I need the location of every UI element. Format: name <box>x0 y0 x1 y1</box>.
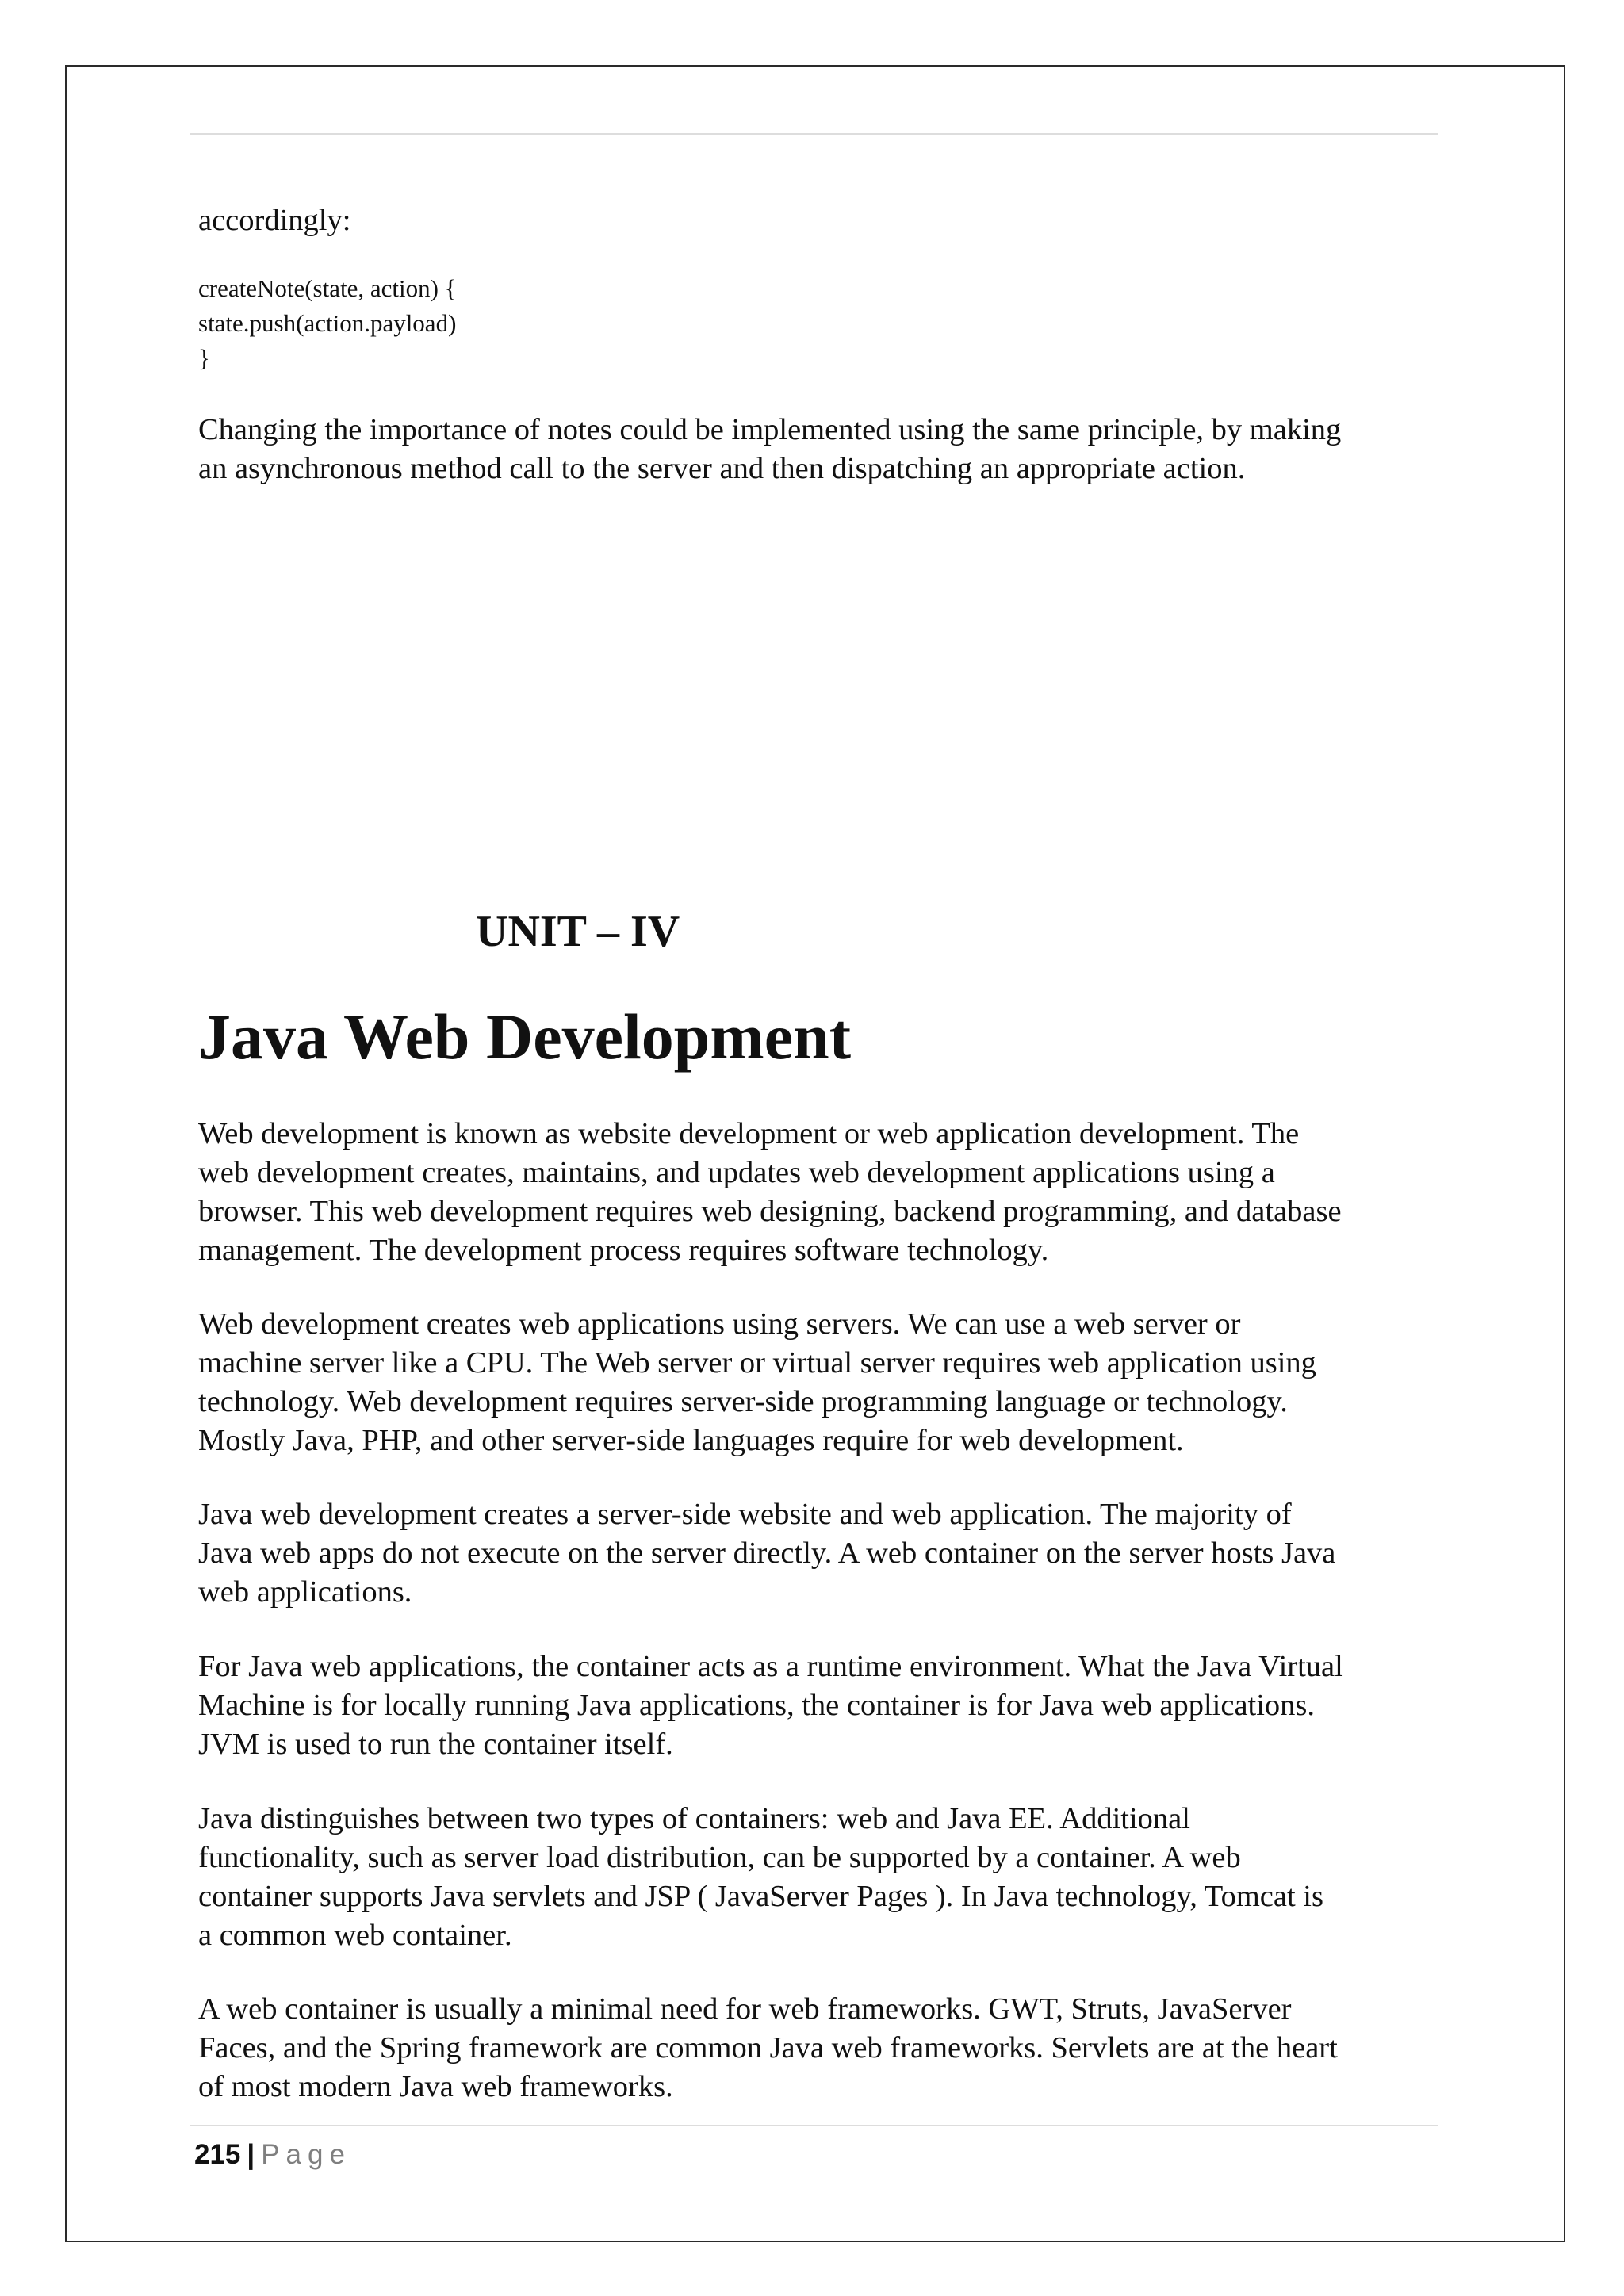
paragraph-servers: Web development creates web applications using servers. We can use a web server or machine server like a CPU. The Web server or virtual server requires web application using technology. Web development requires server-side programming language or technology. Mostly Java, PHP, and other server-side languages require for web development. <box>198 1307 1316 1457</box>
paragraph-java-web: Java web development creates a server-side website and web application. The majority of Java web apps do not execute on the server directly. A web container on the server hosts Java web applications. <box>198 1498 1336 1609</box>
footer-separator: | <box>247 2139 255 2170</box>
code-snippet: createNote(state, action) { state.push(action.payload) } <box>198 274 457 372</box>
page-number: 215 <box>194 2139 241 2170</box>
intro-line: accordingly: <box>198 204 351 237</box>
header-rule <box>190 133 1438 135</box>
paragraph-importance: Changing the importance of notes could be implemented using the same principle, by making an asynchronous method call to the server and then dispatching an appropriate action. <box>198 413 1342 485</box>
paragraph-frameworks: A web container is usually a minimal need for web frameworks. GWT, Struts, JavaServer Faces, and the Spring framework are common Java web frameworks. Servlets are at the heart of most modern Java web frameworks. <box>198 1992 1338 2103</box>
page-title: Java Web Development <box>198 1001 852 1073</box>
footer-rule <box>190 2125 1438 2126</box>
page-label: Page <box>261 2139 351 2170</box>
paragraph-containers: Java distinguishes between two types of containers: web and Java EE. Additional functionality, such as server load distribution, can be supported by a container. A web container supports Java servlets and JSP ( JavaServer Pages ). In Java technology, Tomcat is a common web container. <box>198 1802 1323 1952</box>
page-footer <box>194 2137 351 2172</box>
unit-title: UNIT – IV <box>476 907 680 956</box>
paragraph-runtime: For Java web applications, the container acts as a runtime environment. What the Java Virtual Machine is for locally running Java applications, the container is for Java web applications. JVM is used to run the container itself. <box>198 1650 1343 1761</box>
paragraph-web-development: Web development is known as website development or web application development. The web development creates, maintains, and updates web development applications using a browser. This web development requires web designing, backend programming, and database management. The development process requires software technology. <box>198 1117 1342 1267</box>
